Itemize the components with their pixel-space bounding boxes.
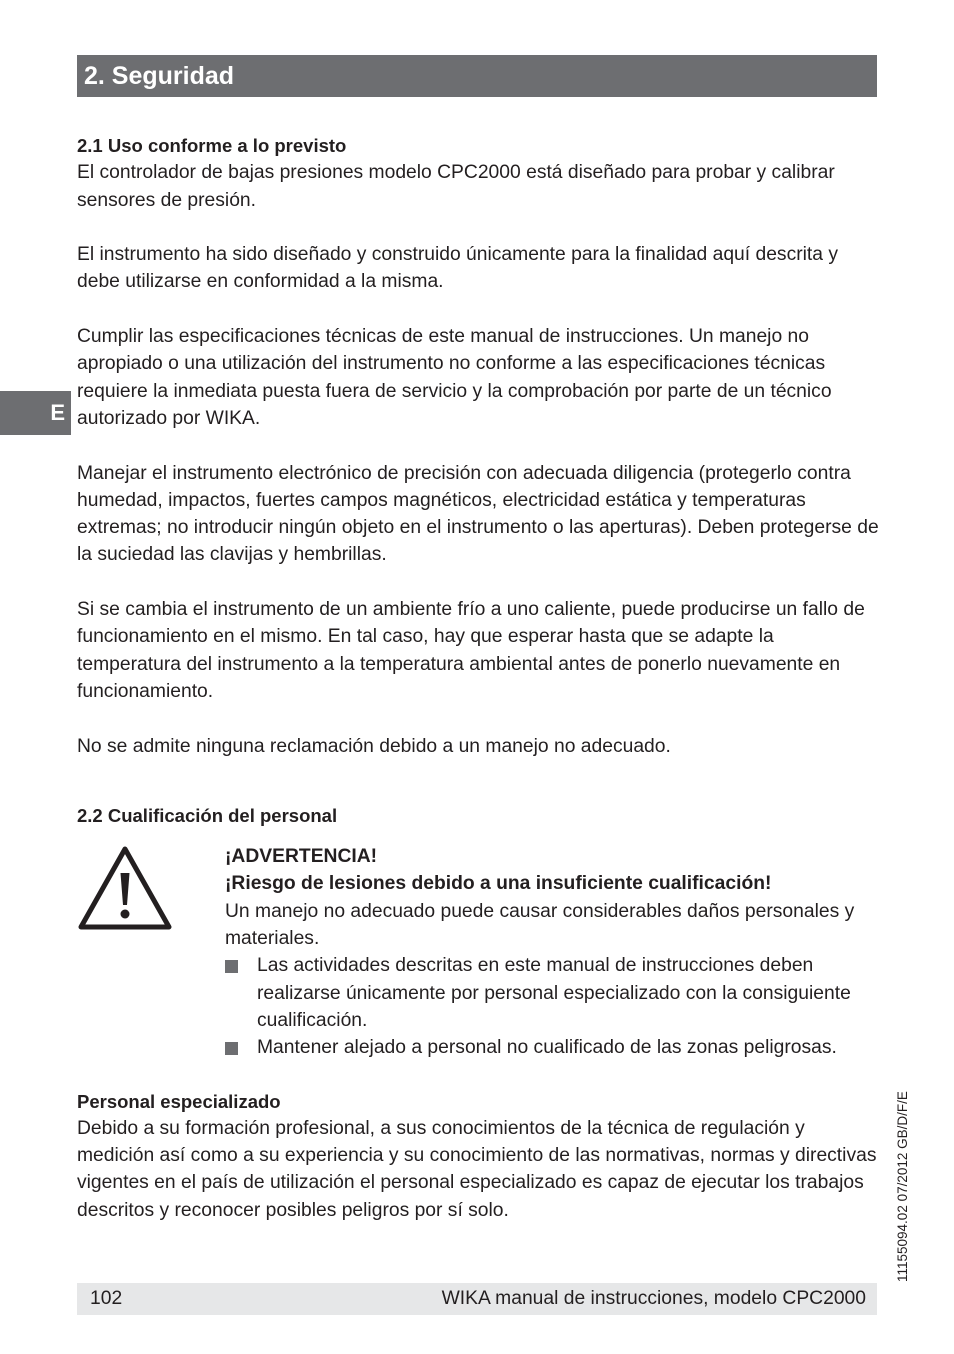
section-title: 2. Seguridad <box>77 55 877 97</box>
heading-cualificacion: 2.2 Cualificación del personal <box>77 804 338 826</box>
warning-body <box>225 843 879 1061</box>
page-number: 102 <box>90 1288 123 1309</box>
bullet-item: Mantener alejado a personal no cualificado de las zonas peligrosas. <box>225 1034 879 1061</box>
bullet-item: Las actividades descritas en este manual de instrucciones deben realizarse únicamente por personal especializado con la consiguiente cualificación. <box>225 952 879 1034</box>
warning-box <box>77 843 879 1061</box>
paragraph: Si se cambia el instrumento de un ambiente frío a uno caliente, puede producirse un fallo de funcionamiento en el mismo. En tal caso, hay que esperar hasta que se adapte la temperatura del instrumento a la temperatura ambiental antes de ponerlo nuevamente en funcionamiento. <box>77 599 865 702</box>
paragraph: El instrumento ha sido diseñado y construido únicamente para la finalidad aquí descrita y debe utilizarse en conformidad a la misma. <box>77 244 838 293</box>
paragraph: Manejar el instrumento electrónico de precisión con adecuada diligencia (protegerlo contra humedad, impactos, fuertes campos magnéticos, electricidad estática y temperaturas extremas; no introducir ningún objeto en el instrumento o las aperturas). Deben protegerse de la suciedad las clavijas y hembrillas. <box>77 462 879 566</box>
warning-triangle-icon <box>77 843 225 1061</box>
manual-title: WIKA manual de instrucciones, modelo CPC2000 <box>441 1288 866 1309</box>
paragraph: El controlador de bajas presiones modelo CPC2000 está diseñado para probar y calibrar sensores de presión. <box>77 162 835 211</box>
warning-title: ¡ADVERTENCIA! <box>225 846 378 868</box>
main-content <box>77 132 879 1251</box>
paragraph: Cumplir las especificaciones técnicas de este manual de instrucciones. Un manejo no apropiado o una utilización del instrumento no conforme a las especificaciones técnicas requiere la inmediata puesta fuera de servicio y la comprobación por parte de un técnico autorizado por WIKA. <box>77 326 832 429</box>
warning-text: Un manejo no adecuado puede causar considerables daños personales y materiales. <box>225 900 855 950</box>
heading-uso-conforme: 2.1 Uso conforme a lo previsto <box>77 135 347 156</box>
page-footer <box>77 1283 877 1315</box>
paragraph: Debido a su formación profesional, a sus conocimientos de la técnica de regulación y medición así como a su experiencia y su conocimiento de las normativas, normas y directivas vigentes en el país de utilización el personal especializado es capaz de ejecutar los trabajos descritos y reconocer posibles peligros por sí solo. <box>77 1117 877 1221</box>
language-tab: E <box>0 391 71 435</box>
warning-bullet-list <box>225 952 879 1061</box>
heading-personal-especializado: Personal especializado <box>77 1090 281 1112</box>
warning-subtitle: ¡Riesgo de lesiones debido a una insuficiente cualificación! <box>225 873 772 895</box>
paragraph: No se admite ninguna reclamación debido a un manejo no adecuado. <box>77 735 671 757</box>
document-code: 11155094.02 07/2012 GB/D/F/E <box>895 1091 910 1282</box>
